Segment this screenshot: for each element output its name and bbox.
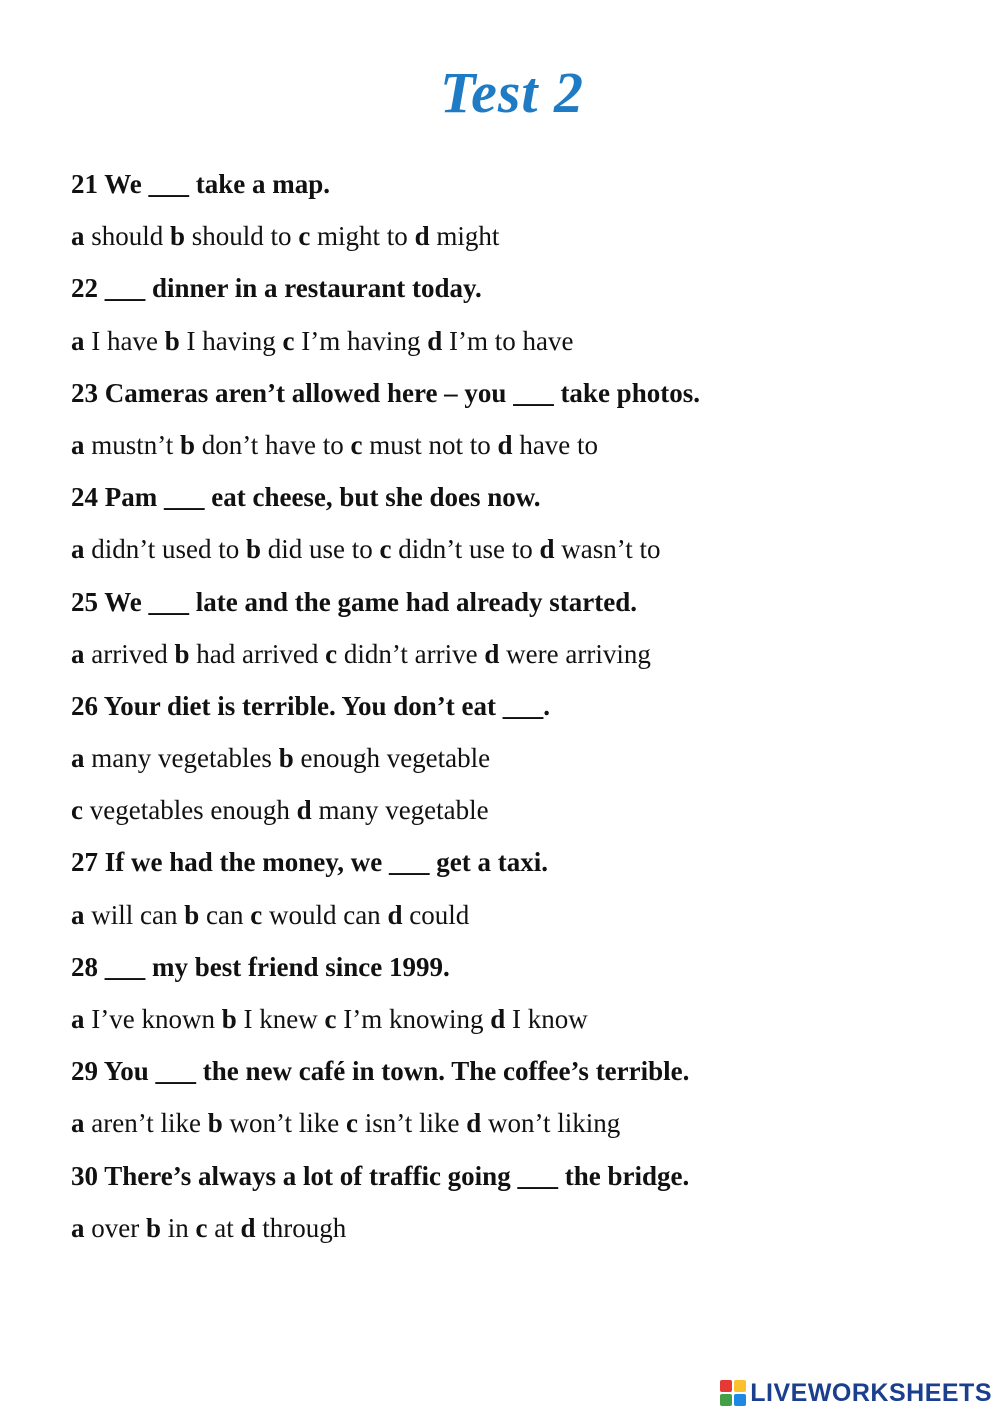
option-letter: a (71, 429, 85, 460)
answer-options (71, 732, 971, 784)
page-title: Test 2 (439, 60, 585, 125)
answer-options (71, 628, 971, 680)
option-text: I having (186, 325, 276, 356)
option-letter: d (414, 221, 430, 252)
option-text: wasn’t to (561, 534, 661, 565)
question-prompt: 30 There’s always a lot of traffic going ___ the bridge. (71, 1160, 690, 1191)
option-letter: a (71, 743, 85, 774)
option-text: enough vegetable (300, 743, 491, 774)
option-letter: d (466, 1108, 482, 1139)
option-text: arrived (91, 638, 168, 669)
logo-square (734, 1394, 746, 1406)
logo-square (720, 1394, 732, 1406)
option-text: mustn’t (91, 429, 174, 460)
answer-options (71, 1202, 971, 1254)
question-prompt: 26 Your diet is terrible. You don’t eat ___. (71, 690, 550, 721)
option-text: many vegetable (318, 795, 489, 826)
question-prompt: 28 ___ my best friend since 1999. (71, 951, 450, 982)
question-prompt: 24 Pam ___ eat cheese, but she does now. (71, 482, 541, 513)
question-prompt: 22 ___ dinner in a restaurant today. (71, 273, 482, 304)
option-letter: c (379, 534, 392, 565)
option-letter: d (484, 638, 500, 669)
option-letter: b (221, 1004, 237, 1034)
option-text: over (91, 1212, 140, 1243)
option-letter: b (278, 743, 294, 774)
option-text: could (409, 899, 470, 930)
answer-options (71, 1097, 971, 1149)
option-text: can (206, 899, 244, 930)
option-letter: b (164, 325, 180, 356)
option-letter: a (71, 534, 85, 565)
option-letter: a (71, 1004, 85, 1034)
question-prompt: 21 We ___ take a map. (71, 169, 331, 199)
option-text: at (214, 1212, 234, 1243)
option-text: vegetables enough (89, 795, 290, 826)
question-prompt: 29 You ___ the new café in town. The coffee’s terrible. (71, 1056, 690, 1087)
option-letter: c (350, 429, 363, 460)
option-letter: c (71, 795, 83, 826)
answer-options (71, 419, 971, 471)
question-prompt: 23 Cameras aren’t allowed here – you ___ take photos. (71, 377, 700, 408)
option-text: I’m to have (448, 325, 574, 356)
option-text: didn’t used to (91, 534, 240, 565)
option-letter: d (490, 1004, 506, 1034)
option-letter: c (325, 638, 338, 669)
option-text: I knew (243, 1004, 318, 1034)
option-letter: c (345, 1108, 358, 1139)
option-letter: b (174, 638, 190, 669)
option-letter: a (71, 899, 85, 930)
option-text: I’m knowing (343, 1004, 484, 1034)
option-letter: d (497, 429, 513, 460)
option-text: might to (317, 221, 408, 252)
liveworksheets-logo-icon (720, 1380, 746, 1406)
option-letter: b (180, 429, 196, 460)
logo-square (734, 1380, 746, 1392)
liveworksheets-branding (720, 1379, 992, 1407)
option-letter: b (170, 221, 186, 252)
question-list (71, 158, 971, 1254)
question-prompt: 27 If we had the money, we ___ get a taxi. (71, 847, 548, 878)
option-text: didn’t use to (398, 534, 533, 565)
option-letter: d (539, 534, 555, 565)
option-text: didn’t arrive (343, 638, 478, 669)
option-text: would can (268, 899, 381, 930)
liveworksheets-brand-text: LIVEWORKSHEETS (750, 1378, 992, 1407)
option-text: were arriving (506, 638, 651, 669)
option-text: through (262, 1212, 347, 1243)
option-text: won’t liking (488, 1108, 621, 1139)
option-text: many vegetables (91, 743, 272, 774)
answer-options (71, 784, 971, 836)
option-text: will can (91, 899, 178, 930)
option-text: might (436, 221, 500, 252)
question-prompt: 25 We ___ late and the game had already started. (71, 586, 637, 617)
option-letter: c (250, 899, 263, 930)
option-text: aren’t like (91, 1108, 201, 1139)
option-text: I’ve known (91, 1004, 215, 1034)
option-letter: a (71, 325, 85, 356)
answer-options (71, 210, 971, 262)
option-text: in (167, 1212, 189, 1243)
option-letter: d (240, 1212, 256, 1243)
option-text: won’t like (229, 1108, 340, 1139)
option-letter: c (324, 1004, 337, 1034)
option-text: did use to (267, 534, 373, 565)
option-text: don’t have to (201, 429, 344, 460)
option-text: should (91, 221, 164, 252)
logo-square (720, 1380, 732, 1392)
answer-options (71, 993, 971, 1045)
option-text: have to (519, 429, 599, 460)
option-text: must not to (369, 429, 491, 460)
option-letter: a (71, 1212, 85, 1243)
option-letter: a (71, 638, 85, 669)
answer-options (71, 315, 971, 367)
option-letter: a (71, 221, 85, 252)
option-letter: b (246, 534, 262, 565)
answer-options (71, 523, 971, 575)
option-letter: b (207, 1108, 223, 1139)
option-letter: c (195, 1212, 208, 1243)
option-letter: a (71, 1108, 85, 1139)
option-letter: c (282, 325, 295, 356)
option-letter: d (427, 325, 443, 356)
option-text: I’m having (301, 325, 421, 356)
answer-options (71, 889, 971, 941)
option-text: I have (91, 325, 158, 356)
option-letter: b (145, 1212, 162, 1243)
option-text: had arrived (196, 638, 319, 669)
option-text: I know (511, 1004, 588, 1034)
option-letter: d (296, 795, 312, 826)
option-text: isn’t like (364, 1108, 460, 1139)
option-letter: d (387, 899, 403, 930)
option-letter: b (184, 899, 200, 930)
option-text: should to (191, 221, 292, 252)
option-letter: c (298, 221, 311, 252)
